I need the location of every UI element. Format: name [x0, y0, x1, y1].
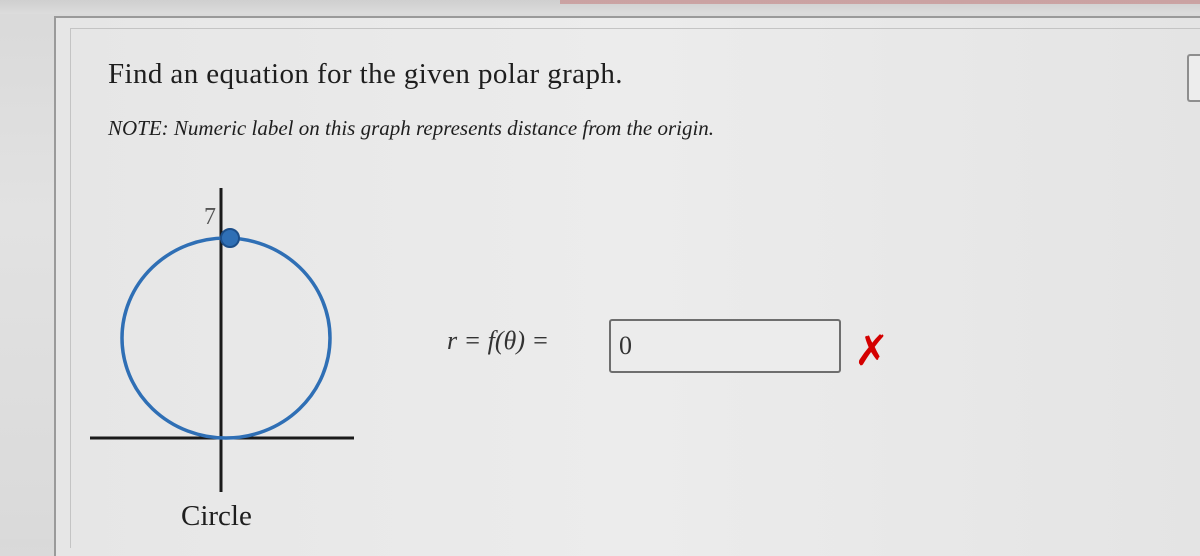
- top-accent-bar: [560, 0, 1200, 4]
- polar-circle-curve: [122, 238, 330, 438]
- labeled-point: [221, 229, 239, 247]
- equation-prefix: r = f(θ) =: [447, 326, 550, 355]
- wrong-x-icon: ✗: [854, 326, 890, 375]
- question-title: Find an equation for the given polar graph.: [108, 58, 623, 90]
- distance-label: 7: [204, 204, 216, 230]
- answer-input[interactable]: [609, 319, 841, 373]
- side-control[interactable]: [1187, 54, 1200, 102]
- graph-caption: Circle: [181, 500, 252, 532]
- question-note: NOTE: Numeric label on this graph represents distance from the origin.: [108, 116, 715, 140]
- polar-graph: [80, 180, 380, 500]
